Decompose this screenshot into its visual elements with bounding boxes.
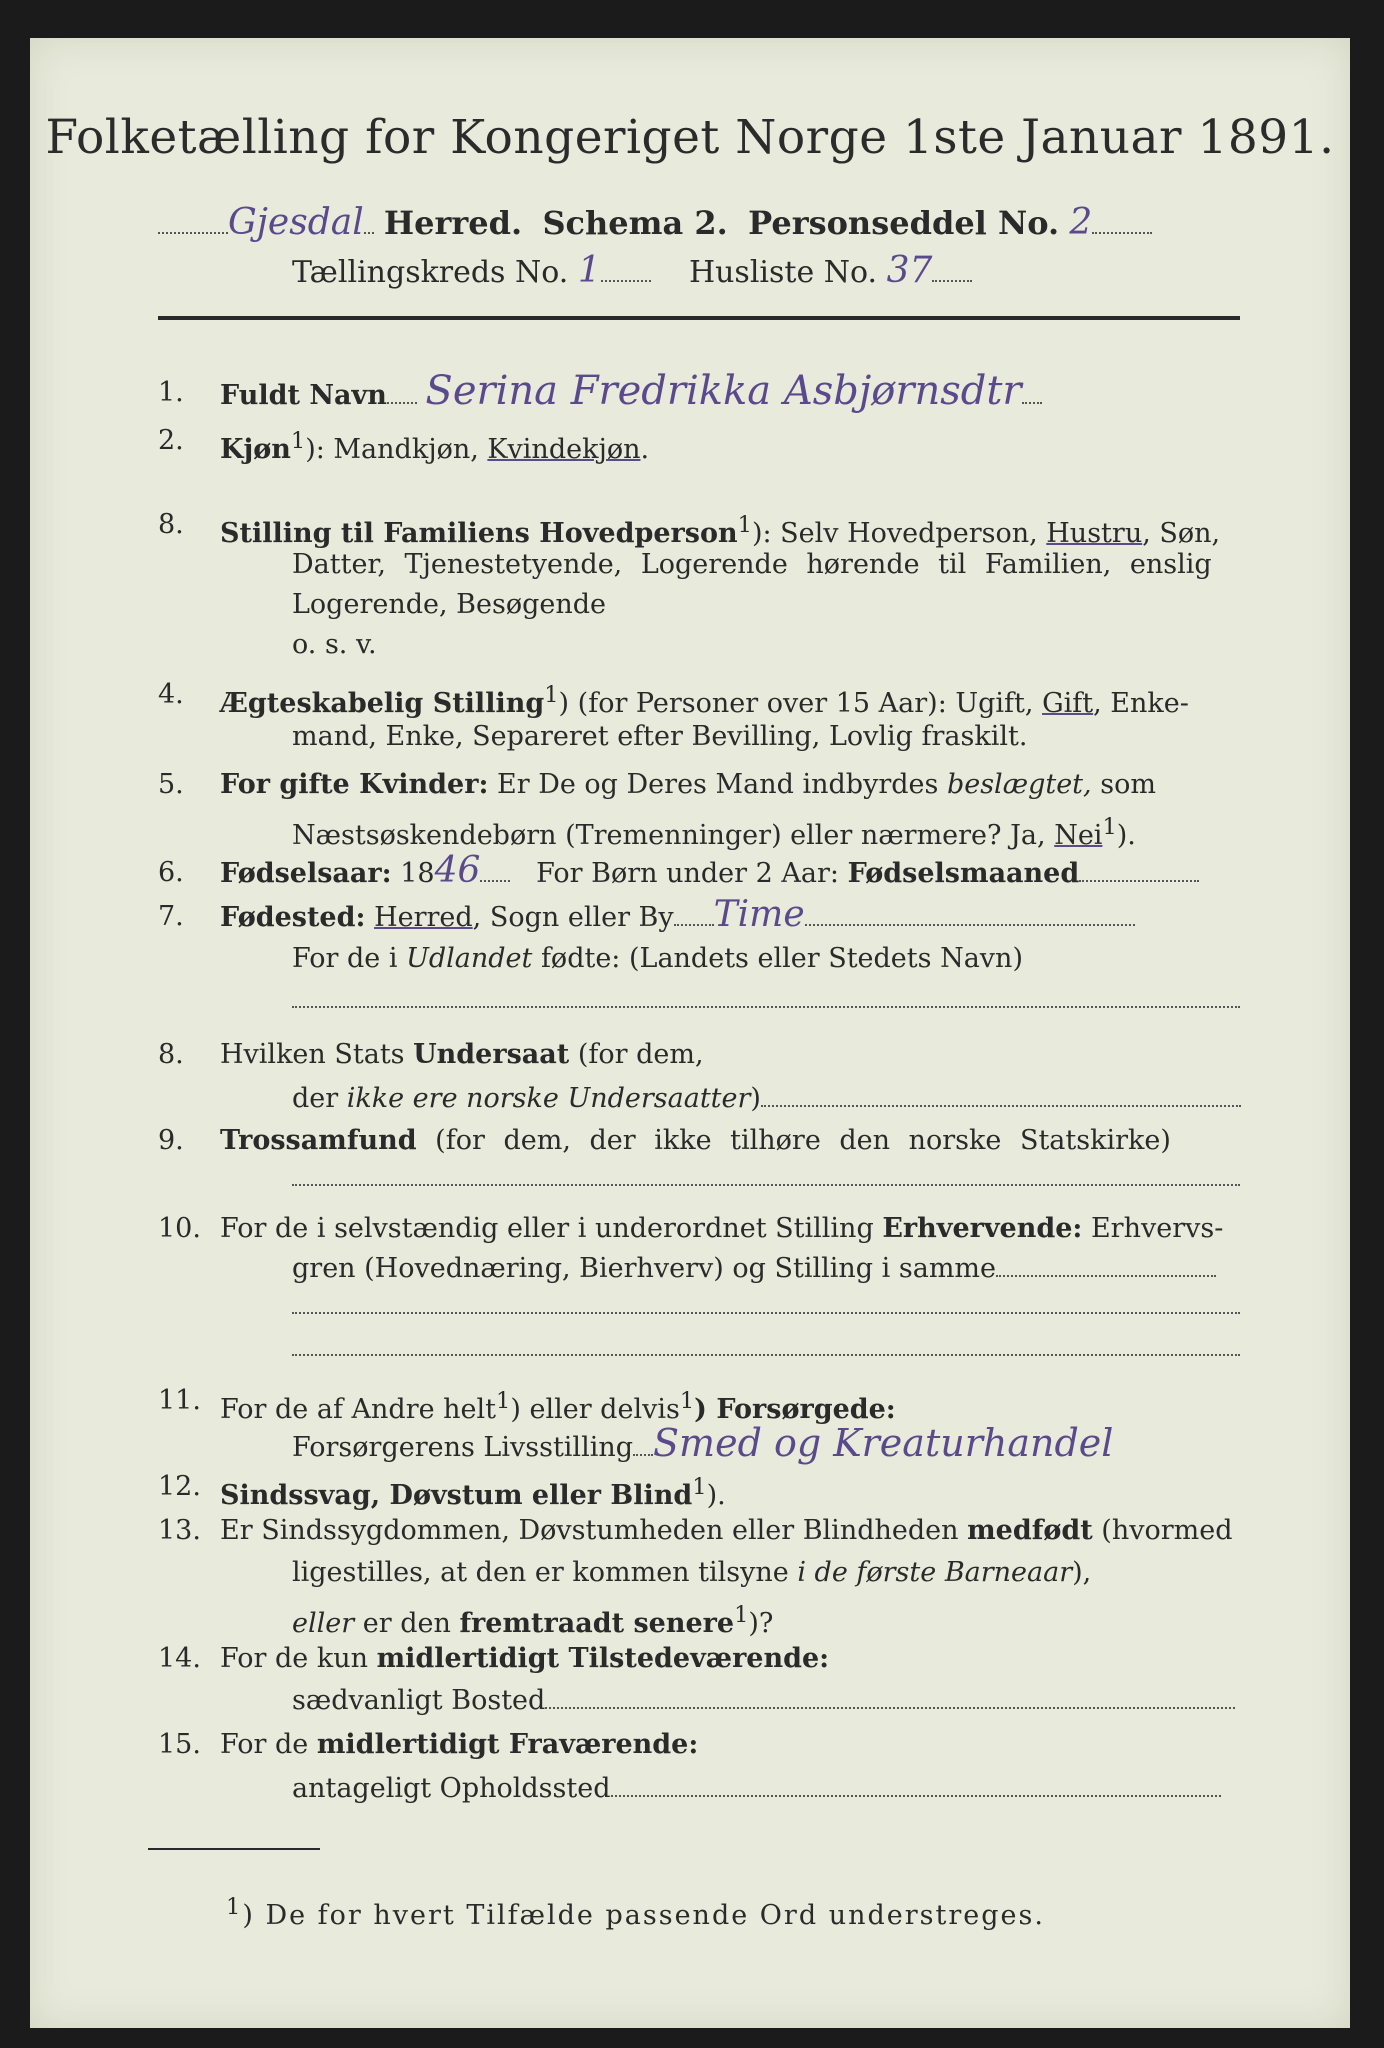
q11-line2 [292,1421,1114,1465]
q6-number: 6. [158,857,184,888]
q5-line1 [220,768,1156,802]
q1-label: Fuldt Navn [220,380,387,411]
q6-label: Fødselsaar: [220,858,392,889]
footnote [226,1890,1045,1933]
q4-text-a: ) (for Personer over 15 Aar): Ugift, [558,688,1043,719]
q7-line2b: fødte: (Landets eller Stedets Navn) [532,943,1023,974]
footnote-mark: 1 [226,1894,243,1920]
kreds-line [292,250,972,291]
q2-kvindekjon: Kvindekjøn [487,434,641,465]
q2-end: . [640,434,650,465]
q9-number: 9. [158,1125,184,1156]
census-form-page [30,38,1350,2028]
q3-line3: Logerende, Besøgende [292,589,606,620]
q13-line2b: ), [1072,1557,1092,1588]
footnote-text: ) De for hvert Tilfælde passende Ord understreges. [242,1900,1045,1931]
q3-text-a: ): Selv Hovedperson, [751,518,1047,549]
q5-text-a: Er De og Deres Mand indbyrdes [488,769,947,800]
q6-prefix: 18 [391,858,435,889]
q6-value: 46 [434,850,481,891]
q11-text-a: For de af Andre helt [220,1394,497,1425]
kreds-label: Tællingskreds No. [292,255,569,290]
q5-line2-text: Næstsøskendebørn (Tremenninger) eller nærmere? Ja, [292,820,1055,851]
q4-line2: mand, Enke, Separeret efter Bevilling, Lovlig fraskilt. [292,721,1028,752]
q8-text-b: (for dem, [569,1039,704,1070]
q13-number: 13. [158,1515,201,1546]
q11-text-b: ) eller delvis [510,1394,680,1425]
q9-label: Trossamfund [220,1125,417,1156]
q9-text: (for dem, der ikke tilhøre den norske Statskirke) [416,1125,1171,1156]
q11-value: Smed og Kreaturhandel [653,1421,1114,1465]
herred-value: Gjesdal [228,202,364,243]
q11-line1: For de af Andre helt$^1$) eller delvis$^1$) Forsørgede: [220,1388,896,1425]
q5-nei: Nei [1054,820,1103,851]
q12-line: Sindssvag, Døvstum eller Blind$^1$). [220,1474,726,1511]
q8-label: Undersaat [413,1039,570,1070]
q5-line2: Næstsøskendebørn (Tremenninger) eller nærmere? Ja, Nei$^1$). [292,814,1136,851]
q12-label: Sindssvag, Døvstum eller Blind [220,1480,693,1511]
q3-line2: Datter, Tjenestetyende, Logerende hørende til Familien, enslig [292,549,1212,580]
schema-label: Schema 2. [542,204,728,242]
q12-number: 12. [158,1471,201,1502]
q7-line1 [220,894,1135,935]
personseddel-label: Personseddel No. [748,204,1060,242]
q1-line [220,368,1042,414]
q10-blank-line-1 [292,1312,1240,1314]
q10-line2-text: gren (Hovednæring, Bierhverv) og Stilling i samme [292,1253,997,1284]
q13-line3-italic: eller [292,1608,355,1639]
q7-line2 [292,942,1023,976]
q7-line2a: For de i [292,943,407,974]
q4-line1: Ægteskabelig Stilling$^1$) (for Personer over 15 Aar): Ugift, Gift, Enke- [220,682,1189,719]
q10-blank-line-2 [292,1354,1240,1356]
q8-number: 8. [158,1039,184,1070]
q4-gift: Gift [1042,688,1094,719]
husliste-label: Husliste No. [688,255,878,290]
q5-text-b: som [1091,769,1156,800]
q8-italic: ikke ere norske Undersaatter [346,1083,751,1114]
q4-number: 4. [158,679,184,710]
q8-line2: der ikke ere norske Undersaatter) [292,1082,1241,1116]
q5-italic: beslægtet, [946,769,1092,800]
header-divider [158,316,1240,320]
q7-value: Time [713,894,805,935]
q10-line1 [220,1212,1223,1246]
q13-line3a: er den [354,1608,460,1639]
q11-line2-text: Forsørgerens Livsstilling [292,1432,634,1463]
q11-label: ) Forsørgede: [694,1394,896,1425]
personseddel-value: 2 [1069,202,1093,243]
q1-value: Serina Fredrikka Asbjørnsdtr [425,368,1022,414]
q6-line [220,850,1199,891]
q4-label: Ægteskabelig Stilling [220,688,545,719]
q3-line1: Stilling til Familiens Hovedperson$^1$): Selv Hovedperson, Hustru, Søn, [220,512,1221,549]
q13-line2a: ligestilles, at den er kommen tilsyne [292,1557,798,1588]
q1-number: 1. [158,377,184,408]
q10-text-b: Erhvervs- [1082,1213,1224,1244]
q7-herred: Herred [374,902,473,933]
q13-label: medfødt [967,1515,1093,1546]
q15-text: For de [220,1729,317,1760]
q2-number: 2. [158,425,184,456]
q13-line1 [220,1514,1233,1548]
q7-italic: Udlandet [406,943,533,974]
q14-line2 [292,1684,1235,1718]
q8-line2a: der [292,1083,347,1114]
q13-line2 [292,1556,1091,1590]
q14-number: 14. [158,1643,201,1674]
q6-label2: Fødselsmaaned [847,858,1080,889]
q9-line [220,1124,1171,1158]
q2-text: ): Mandkjøn, [305,434,488,465]
q3-number: 8. [158,509,184,540]
q9-blank-line [292,1184,1240,1186]
form-title: Folketælling for Kongeriget Norge 1ste Januar 1891. [45,110,1335,165]
husliste-value: 37 [886,250,933,291]
q13-line3b: )? [748,1608,774,1639]
q5-line2-end: ). [1116,820,1136,851]
q4-text-b: , Enke- [1093,688,1189,719]
q3-line4: o. s. v. [292,629,377,660]
q13-line3-bold: fremtraadt senere [459,1608,735,1639]
q15-line2 [292,1772,1221,1806]
q3-text-b: , Søn, [1142,518,1221,549]
q14-text: For de kun [220,1643,377,1674]
q13-italic: i de første Barneaar [797,1557,1073,1588]
q5-label: For gifte Kvinder: [220,769,489,800]
q8-text-a: Hvilken Stats [220,1039,414,1070]
herred-line [158,202,1152,243]
q7-label: Fødested: [220,902,366,933]
q14-line1 [220,1642,829,1676]
q3-hustru: Hustru [1046,518,1143,549]
q15-number: 15. [158,1729,201,1760]
q12-text: ). [706,1480,726,1511]
q13-text-a: Er Sindssygdommen, Døvstumheden eller Blindheden [220,1515,968,1546]
q10-text-a: For de i selvstændig eller i underordnet Stilling [220,1213,883,1244]
q3-label: Stilling til Familiens Hovedperson [220,518,738,549]
footnote-rule [148,1848,320,1850]
kreds-value: 1 [577,250,601,291]
q2-label: Kjøn [220,434,291,465]
q14-line2-text: sædvanligt Bosted [292,1685,546,1716]
q7-number: 7. [158,901,184,932]
q15-line2-text: antageligt Opholdssted [292,1773,611,1804]
q13-line3: eller er den fremtraadt senere$^1$)? [292,1602,774,1639]
q14-label: midlertidigt Tilstedeværende: [376,1643,830,1674]
q11-number: 11. [158,1385,201,1416]
q6-text: For Børn under 2 Aar: [536,858,848,889]
q5-number: 5. [158,769,184,800]
q10-label: Erhvervende: [882,1213,1083,1244]
herred-label: Herred. [383,204,523,242]
q15-line1 [220,1728,698,1762]
q10-line2 [292,1252,1216,1286]
q8-line1 [220,1038,704,1072]
q13-text-b: (hvormed [1092,1515,1233,1546]
q7-blank-line [292,1006,1240,1008]
q7-text: , Sogn eller By [472,902,674,933]
q2-line [220,424,649,467]
q10-number: 10. [158,1213,201,1244]
q15-label: midlertidigt Fraværende: [316,1729,699,1760]
q2-footnote-mark: 1 [290,428,306,454]
